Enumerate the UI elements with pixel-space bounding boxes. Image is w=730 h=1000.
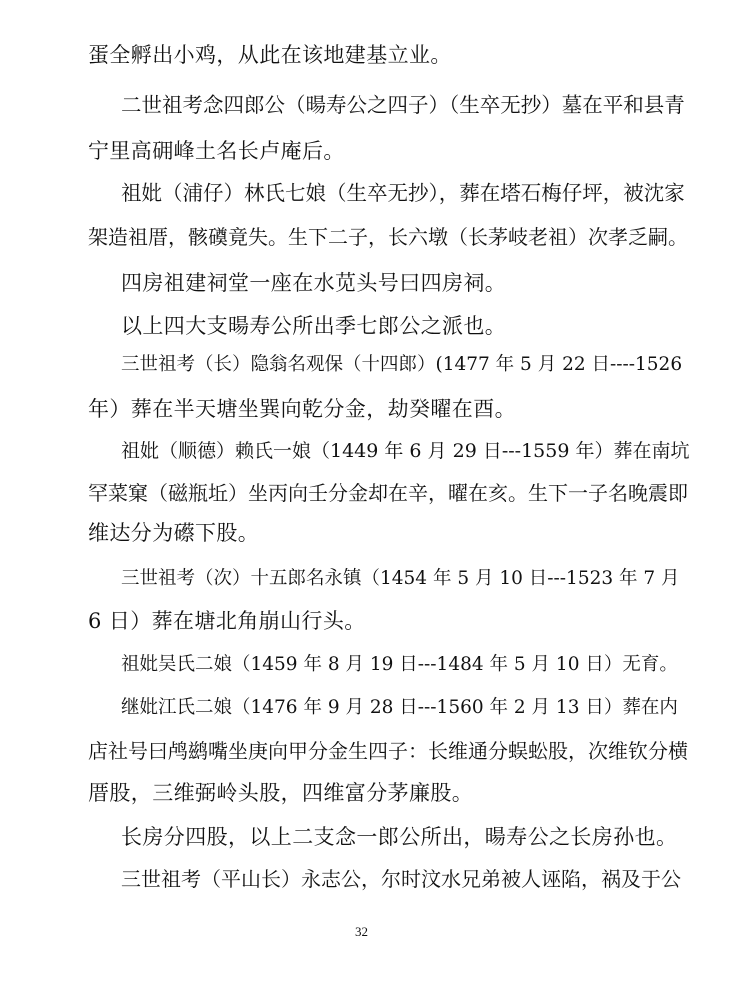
text-line-20: 三世祖考（平山长）永志公，尔时汶水兄弟被人诬陷，祸及于公 [121, 867, 681, 891]
text-line-18: 厝股，三维弼岭头股，四维富分茅廉股。 [88, 781, 474, 805]
text-line-8: 三世祖考（长）隐翁名观保（十四郎）(1477 年 5 月 22 日----1526 [121, 354, 683, 375]
text-line-16: 继妣江氏二娘（1476 年 9 月 28 日---1560 年 2 月 13 日）葬在内 [121, 697, 678, 718]
text-line-6: 四房祖建祠堂一座在水苋头号曰四房祠。 [121, 271, 507, 295]
text-line-3: 宁里高砽峰土名长卢庵后。 [88, 139, 345, 163]
text-line-13: 三世祖考（次）十五郎名永镇（1454 年 5 月 10 日---1523 年 7 月 [121, 568, 680, 589]
text-line-2: 二世祖考念四郎公（暘寿公之四子）（生卒无抄）墓在平和县青 [121, 93, 685, 117]
text-line-5: 架造祖厝，骸磸竟失。生下二子，长六墩（长茅岐老祖）次孝乏嗣。 [88, 225, 688, 249]
text-line-15: 祖妣吴氏二娘（1459 年 8 月 19 日---1484 年 5 月 10 日）无育。 [121, 654, 678, 675]
text-line-14: 6 日）葬在塘北角崩山行头。 [88, 609, 366, 633]
text-line-17: 店社号曰鸬鹚嘴坐庚向甲分金生四子：长维通分蜈蚣股，次维钦分横 [88, 739, 688, 763]
text-line-7: 以上四大支暘寿公所出季七郎公之派也。 [121, 314, 507, 338]
text-line-4: 祖妣（浦仔）林氏七娘（生卒无抄），葬在塔石梅仔坪，被沈家 [121, 181, 685, 205]
text-line-9: 年）葬在半天塘坐巽向乾分金，劫癸曜在酉。 [88, 397, 516, 421]
text-line-10: 祖妣（顺德）赖氏一娘（1449 年 6 月 29 日---1559 年）葬在南坑 [121, 440, 690, 462]
page-number: 32 [355, 924, 368, 939]
text-line-12: 维达分为礤下股。 [88, 521, 260, 545]
text-line-11: 罕菜窠（磁瓶坵）坐丙向壬分金却在辛，曜在亥。生下一子名晚震即 [88, 481, 688, 505]
text-line-19: 长房分四股，以上二支念一郎公所出，暘寿公之长房孙也。 [121, 825, 678, 849]
text-line-1: 蛋全孵出小鸡，从此在该地建基立业。 [88, 43, 452, 67]
